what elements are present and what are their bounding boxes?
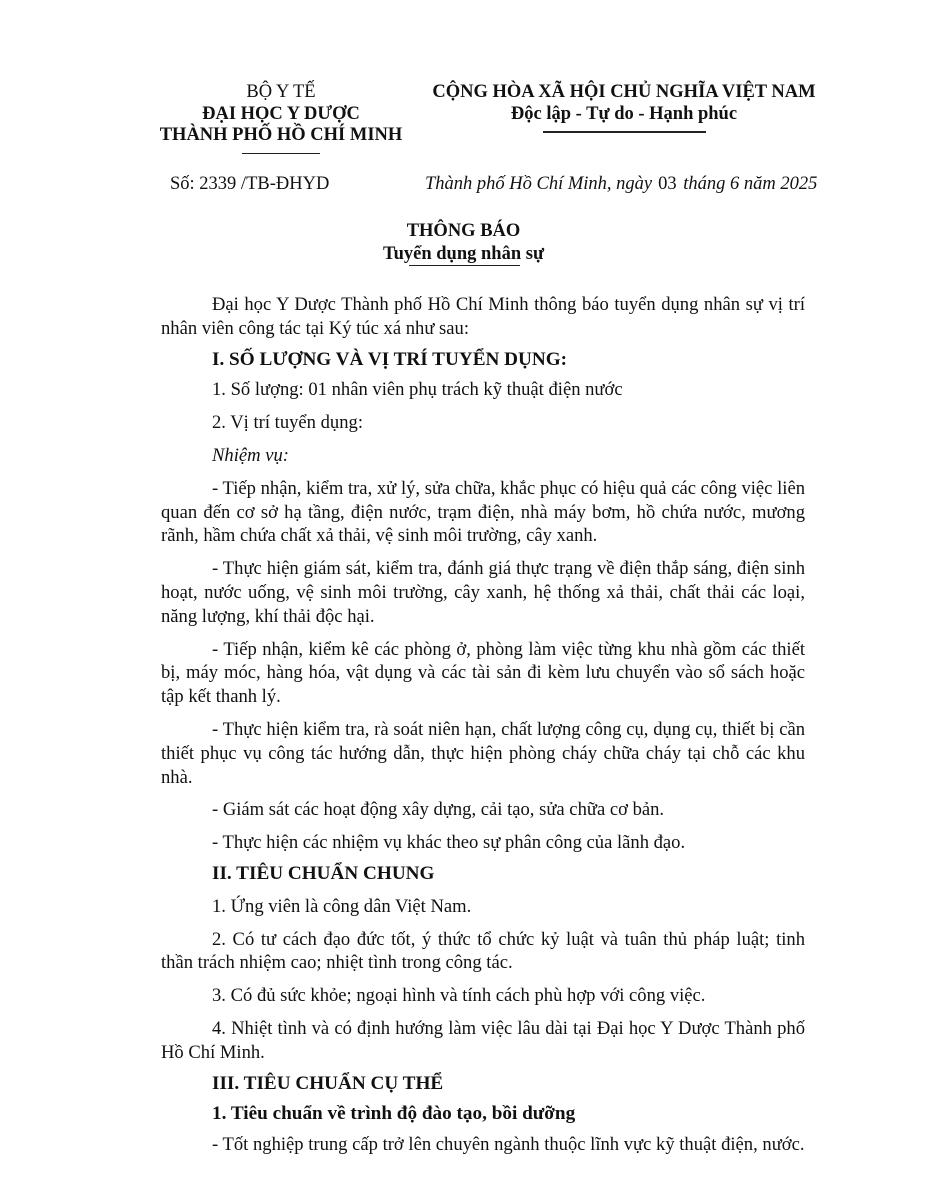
criteria-item: 1. Ứng viên là công dân Việt Nam.: [212, 895, 472, 917]
section-2-heading: II. TIÊU CHUẨN CHUNG: [212, 862, 435, 884]
duty-item: - Thực hiện giám sát, kiểm tra, đánh giá thực trạng về điện thắp sáng, điện sinh hoạt, nước uống, vệ sinh môi trường, cây xanh, hệ thống xả thải, chất thải các loại, năng lượng, khí thải độc hại.: [161, 558, 805, 627]
header-left-divider: [242, 153, 320, 155]
document-title-block: [0, 220, 927, 266]
document-number: Số: 2339 /TB-ĐHYD: [170, 174, 330, 194]
intro-paragraph: Đại học Y Dược Thành phố Hồ Chí Minh thông báo tuyển dụng nhân sự vị trí nhân viên công tác tại Ký túc xá như sau:: [161, 294, 805, 339]
criteria-item: 3. Có đủ sức khỏe; ngoại hình và tính cách phù hợp với công việc.: [212, 985, 706, 1007]
country-name: CỘNG HÒA XÃ HỘI CHỦ NGHĨA VIỆT NAM: [432, 82, 816, 102]
header-right-divider: [543, 131, 706, 133]
duty-item: - Tiếp nhận, kiểm kê các phòng ở, phòng làm việc từng khu nhà gồm các thiết bị, máy móc, hàng hóa, vật dụng và các tài sản đi kèm lưu chuyển vào sổ sách hoặc tập kết thanh lý.: [161, 638, 805, 708]
national-motto: Độc lập - Tự do - Hạnh phúc: [510, 103, 738, 124]
document-subtitle: Tuyển dụng nhân sự: [382, 244, 545, 264]
date-month-year: tháng 6 năm 2025: [683, 174, 818, 194]
date-day: 03: [658, 174, 677, 194]
document-title: THÔNG BÁO: [406, 221, 521, 241]
section-1-quantity: 1. Số lượng: 01 nhân viên phụ trách kỹ thuật điện nước: [212, 379, 623, 401]
ministry-name: BỘ Y TẾ: [246, 82, 316, 102]
university-name-line2: THÀNH PHỐ HỒ CHÍ MINH: [159, 125, 403, 145]
section-3-subheading: 1. Tiêu chuẩn về trình độ đào tạo, bồi dưỡng: [212, 1103, 576, 1125]
document-subtitle-wrap: [383, 243, 544, 266]
issue-date: [425, 174, 817, 195]
criteria-item: 4. Nhiệt tình và có định hướng làm việc lâu dài tại Đại học Y Dược Thành phố Hồ Chí Minh.: [161, 1017, 805, 1063]
section-1-heading: I. SỐ LƯỢNG VÀ VỊ TRÍ TUYỂN DỤNG:: [212, 348, 568, 370]
criteria-item: 2. Có tư cách đạo đức tốt, ý thức tổ chức kỷ luật và tuân thủ pháp luật; tinh thần trách nhiệm cao; nhiệt tình trong công tác.: [161, 928, 805, 974]
requirement-item: - Tốt nghiệp trung cấp trở lên chuyên ngành thuộc lĩnh vực kỹ thuật điện, nước.: [212, 1134, 805, 1156]
document-body: [161, 293, 805, 1157]
section-1-position: 2. Vị trí tuyển dụng:: [212, 412, 363, 434]
duty-item: - Thực hiện các nhiệm vụ khác theo sự phân công của lãnh đạo.: [212, 832, 686, 854]
duties-label: Nhiệm vụ:: [212, 444, 289, 466]
duty-item: - Thực hiện kiểm tra, rà soát niên hạn, chất lượng công cụ, dụng cụ, thiết bị cần thiết phục vụ công tác hướng dẫn, thực hiện phòng cháy chữa cháy tại chỗ các khu nhà.: [161, 718, 805, 788]
issuing-authority-block: [150, 82, 412, 154]
date-place: Thành phố Hồ Chí Minh, ngày: [425, 174, 653, 194]
duty-item: - Giám sát các hoạt động xây dựng, cải tạo, sửa chữa cơ bản.: [212, 799, 665, 821]
section-3-heading: III. TIÊU CHUẨN CỤ THỂ: [212, 1072, 444, 1094]
duty-item: - Tiếp nhận, kiểm tra, xử lý, sửa chữa, khắc phục có hiệu quả các công việc liên quan đến cơ sở hạ tầng, điện nước, trạm điện, nhà máy bơm, hồ chứa nước, mương rãnh, hầm chứa chất xả thải, vệ sinh môi trường, cây xanh.: [161, 477, 805, 547]
subtitle-underline: [409, 265, 520, 267]
national-header-block: [425, 82, 823, 133]
university-name-line1: ĐẠI HỌC Y DƯỢC: [202, 103, 360, 124]
